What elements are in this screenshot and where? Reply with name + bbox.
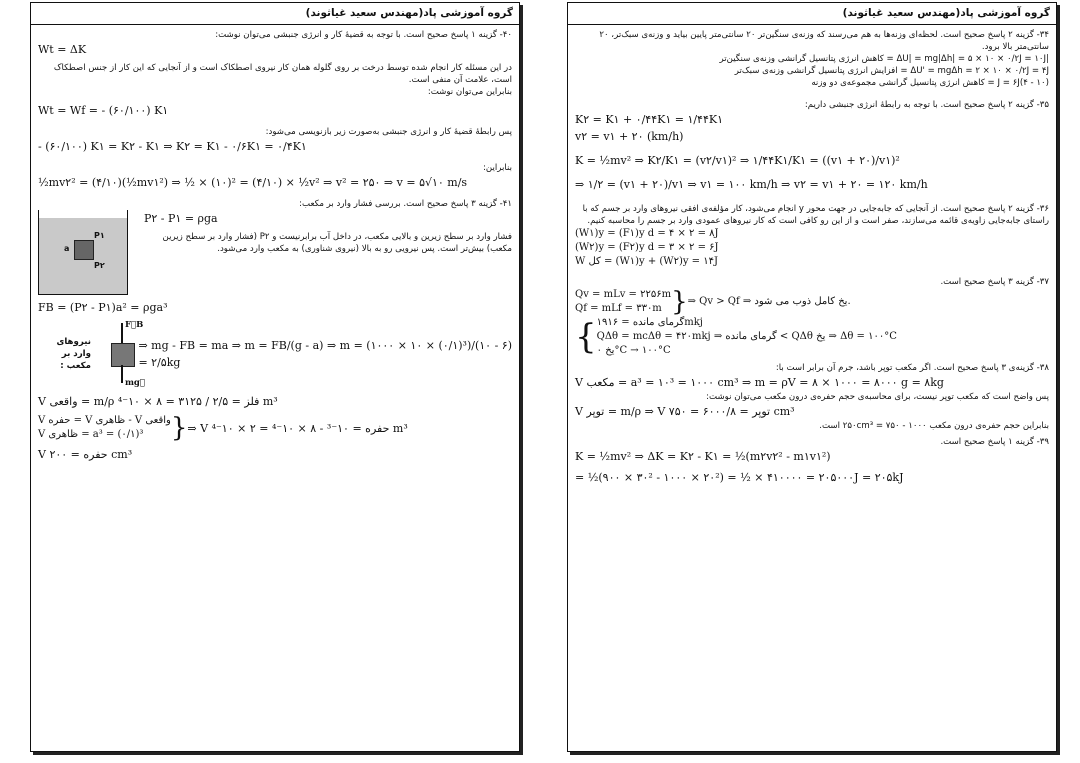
- right-page: [567, 2, 1057, 752]
- buoyancy-arrow-icon: [121, 323, 123, 343]
- q36-eq1: (W۱)y = (F۱)y d = ۴ × ۲ = ۸J: [575, 228, 719, 239]
- q37-eq5: QΔθ = mcΔθ = ۴۲۰mkj ⇒ گرمای مانده < QΔθ یخ ⇒ Δθ = ۱۰۰°C: [596, 331, 897, 342]
- q40-text4: بنابراین:: [483, 163, 512, 173]
- q34-eq3: (۱۰ - ۴)J = ۶J = کاهش انرژی پتانسیل گرانشی مجموعه‌ی دو وزنه: [811, 78, 1049, 88]
- q41-text1: فشار وارد بر سطح زیرین و بالایی مکعب، در داخل آب برابرنیست و P۲ (فشار وارد بر سطح زیرین مکعب) بیش‌تر است. پس نیرویی رو به بالا (نیروی شناوری) به مکعب وارد می‌شود.: [162, 232, 512, 254]
- q38-eq2: V توپر = m/ρ ⇒ V توپر = ۶۰۰۰/۸ = ۷۵۰ cm³: [575, 405, 795, 418]
- page-header: گروه آموزشی پاد(مهندس سعید غیاثوند): [568, 3, 1056, 25]
- q40-eq1: Wt = ΔK: [38, 43, 87, 56]
- q39-eq2: = ½(۹۰۰ × ۳۰² - ۱۰۰۰ × ۲۰²) = ½ × ۴۱۰۰۰۰ = ۲۰۵۰۰۰J = ۲۰۵kJ: [575, 471, 904, 484]
- left-page: [30, 2, 520, 752]
- q36-intro: ۳۶- گزینه ۲ پاسخ صحیح است. از آنجایی که جابه‌جایی در جهت محور y انجام می‌شود، کار مؤلفه‌ی افقی نیروهای وارد بر جسم که با راستای جابه‌جایی زاویه‌ی قائمه می‌سازند، صفر است و از این رو کافی است که کار نیروهای عمودی وارد بر جسم را محاسبه کنیم.: [582, 204, 1049, 226]
- q35-eq3: K = ½mv² ⇒ K۲/K۱ = (v۲/v۱)² ⇒ ۱/۴۴K۱/K۱ = ((v۱ + ۲۰)/v۱)²: [575, 154, 900, 167]
- q41-eq4: = ۲/۵kg: [138, 356, 181, 369]
- page-header: گروه آموزشی پاد(مهندس سعید غیاثوند): [31, 3, 519, 25]
- q40-text1: در این مسئله کار انجام شده توسط درخت بر روی گلوله همان کار نیروی اصطکاک است و از آنجایی که این کار از جنس اصطکاک است، علامت آن منفی است.: [53, 63, 512, 85]
- q37-eq3: ⇒ Qv > Qf ⇒ یخ کامل ذوب می شود.: [687, 296, 851, 307]
- q34-eq1: |ΔU| = mg|Δh| = ۵ × ۱۰ × ۰/۲J = ۱۰J = کاهش انرژی پتانسیل گرانشی وزنه‌ی سنگین‌تر: [719, 54, 1049, 64]
- brace-left-icon: {: [575, 317, 597, 357]
- q37-eq1: Qv = mLv = ۲۲۵۶m: [575, 289, 672, 300]
- q35-eq2: v۲ = v۱ + ۲۰ (km/h): [575, 130, 684, 143]
- brace-icon: }: [671, 287, 688, 317]
- q39-eq1: K = ½mv² ⇒ ΔK = K۲ - K۱ = ½(m۲v۲² - m۱v۱²): [575, 450, 831, 463]
- q41-eq6b: V ظاهری = a³ = (۰/۱)³: [38, 429, 144, 440]
- q35-eq1: K۲ = K۱ + ۰/۴۴K۱ = ۱/۴۴K۱: [575, 113, 723, 126]
- q40-eq2: Wt = Wf = - (۶۰/۱۰۰) K۱: [38, 104, 169, 117]
- q38-intro: ۳۸- گزینه‌ی ۳ پاسخ صحیح است. اگر مکعب توپر باشد، جرم آن برابر است با:: [775, 363, 1049, 373]
- fig-label-mg: mg⃗: [124, 378, 145, 388]
- q40-eq3: - (۶۰/۱۰۰) K۱ = K۲ - K۱ ⇒ K۲ = K۱ - ۰/۶K۱ = ۰/۴K۱: [38, 140, 307, 153]
- q34-eq2: ΔU' = mgΔh = ۲ × ۱۰ × ۰/۲J = ۴J = افزایش انرژی پتانسیل گرانشی وزنه‌ی سبک‌تر: [734, 66, 1049, 76]
- q39-intro: ۳۹- گزینه ۱ پاسخ صحیح است.: [940, 437, 1049, 447]
- q35-eq4: ⇒ ۱/۲ = (v۱ + ۲۰)/v۱ ⇒ v۱ = ۱۰۰ km/h ⇒ v۲ = v۱ + ۲۰ = ۱۲۰ km/h: [575, 178, 928, 191]
- q35-intro: ۳۵- گزینه ۲ پاسخ صحیح است. با توجه به رابطهٔ انرژی جنبشی داریم:: [804, 100, 1049, 110]
- free-body-diagram: [103, 319, 145, 389]
- q40-text3: پس رابطهٔ قضیهٔ کار و انرژی جنبشی به‌صورت زیر بازنویسی می‌شود:: [265, 127, 512, 137]
- q41-intro: ۴۱- گزینه ۳ پاسخ صحیح است. بررسی فشار وارد بر مکعب:: [299, 199, 512, 209]
- q38-eq1: V مکعب = a³ = ۱۰³ = ۱۰۰۰ cm³ ⇒ m = ρV = ۸ × ۱۰۰۰ = ۸۰۰۰ g = ۸kg: [575, 376, 944, 389]
- brace-icon: }: [170, 413, 188, 443]
- q34-intro: ۳۴- گزینه ۲ پاسخ صحیح است. لحظه‌ای وزنه‌ها به هم می‌رسند که وزنه‌ی سنگین‌تر ۲۰ سانتی‌متر پایین بیاید و وزنه‌ی سبک‌تر، ۲۰ سانتی‌متر بالا برود.: [599, 30, 1049, 52]
- q40-text2: بنابراین می‌توان نوشت:: [427, 87, 512, 97]
- cube-figure-2: [111, 343, 135, 367]
- water-tank-figure: [38, 210, 128, 295]
- q37-eq6: یخ ۰°C → ۱۰۰°C: [596, 345, 671, 356]
- q41-eq3: ⇒ mg - FB = ma ⇒ m = FB/(g - a) ⇒ m = (۱۰۰۰ × ۱۰ × (۰/۱)³)/(۱۰ - ۶): [138, 339, 512, 352]
- q37-eq4: گرمای مانده = ۱۹۱۶mkj: [596, 317, 703, 328]
- q41-eq7: V حفره = ۲۰۰ cm³: [38, 448, 133, 461]
- q41-eq5: V واقعی = m/ρ فلز = ۲/۵ / ۳۱۲۵ = ۸ × ۱۰⁻⁴ m³: [38, 395, 278, 408]
- q38-text2: بنابراین حجم حفره‌ی درون مکعب ۲۵۰cm³ = ۷۵۰ - ۱۰۰۰ است.: [819, 421, 1049, 431]
- fig-label-a: a: [64, 244, 70, 253]
- q41-eq1: P۲ - P۱ = ρga: [144, 212, 218, 225]
- q36-eq3: W کل = (W۱)y + (W۲)y = ۱۴J: [575, 256, 718, 267]
- q41-eq6a: V حفره = V ظاهری - V واقعی: [38, 415, 171, 426]
- q36-eq2: (W۲)y = (F۲)y d = ۳ × ۲ = ۶J: [575, 242, 719, 253]
- q41-eq2: FB = (P۲ - P۱)a² = ρga³: [38, 301, 168, 314]
- left-page-content: [31, 25, 519, 463]
- forces-block: [38, 319, 512, 389]
- q41-eq6c: ⇒ V حفره = ۱۰⁻³ - ۸ × ۱۰⁻⁴ = ۲ × ۱۰⁻⁴ m³: [187, 421, 408, 435]
- q40-intro: ۴۰- گزینه ۱ پاسخ صحیح است. با توجه به قضیهٔ کار و انرژی جنبشی می‌توان نوشت:: [215, 30, 512, 40]
- weight-arrow-icon: [121, 365, 123, 383]
- q38-text1: پس واضح است که مکعب توپر نیست، برای محاسبه‌ی حجم حفره‌ی درون مکعب می‌توان نوشت:: [706, 392, 1049, 402]
- q37-eq2: Qf = mLf = ۳۳۰m: [575, 303, 662, 314]
- q40-eq4: ½mv۲² = (۴/۱۰)(½mv۱²) ⇒ ½ × (۱۰)² = (۴/۱۰) × ½v² ⇒ v² = ۲۵۰ ⇒ v = ۵√۱۰ m/s: [38, 176, 468, 189]
- q37-intro: ۳۷- گزینه ۳ پاسخ صحیح است.: [940, 277, 1049, 287]
- cube-figure: [74, 240, 94, 260]
- fig-label-fb: F⃗B: [124, 320, 144, 330]
- forces-label: نیروهای وارد بر مکعب :: [56, 337, 91, 371]
- fig-label-p2: P۲: [94, 261, 105, 270]
- right-page-content: [568, 25, 1056, 486]
- fig-label-p1: P۱: [94, 231, 105, 240]
